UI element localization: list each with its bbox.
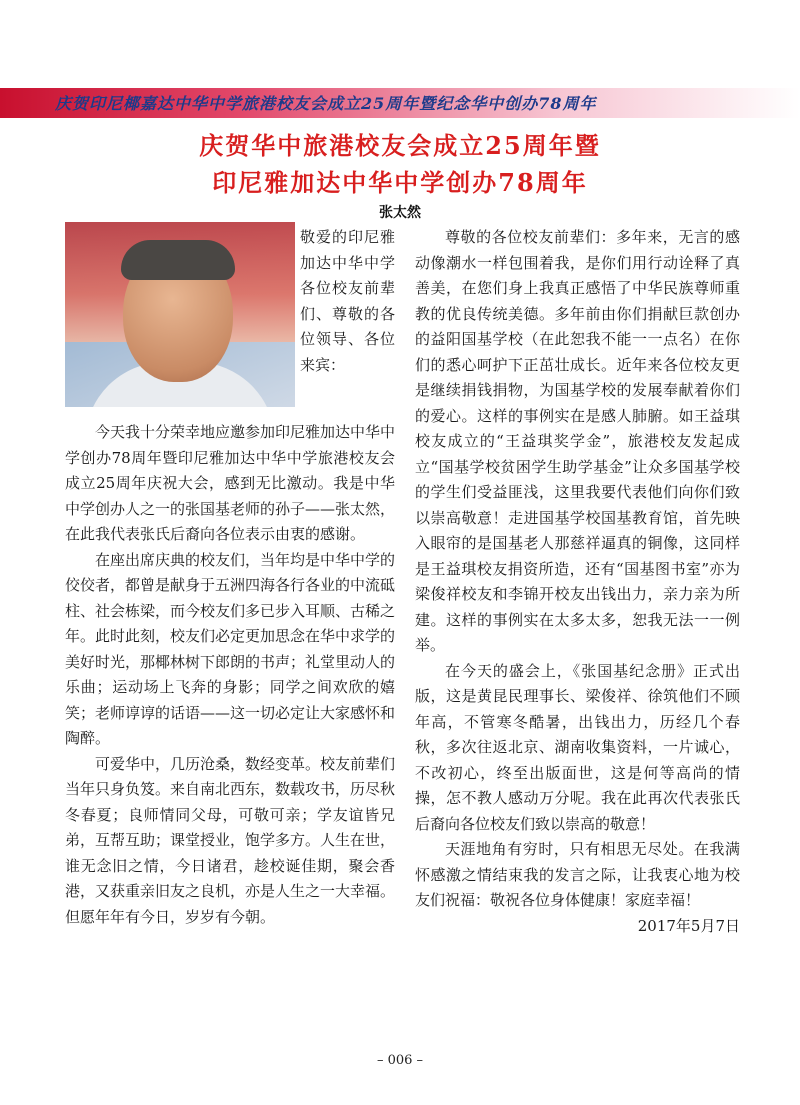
article-author: 张太然 (379, 205, 421, 221)
left-paragraph: 今天我十分荣幸地应邀参加印尼雅加达中华中学创办78周年暨印尼雅加达中华中学旅港校友会成立25周年庆祝大会，感到无比激动。我是中华中学创办人之一的张国基老师的孙子——张太然，在此我代表张氏后裔向各位表示由衷的感谢。 (65, 423, 396, 543)
left-paragraph: 可爱华中，几历沧桑，数经变革。校友前辈们当年只身负笈。来自南北西东，数载攻书，历尽秋冬春夏；良师情同父母，可敬可亲；学友谊皆兄弟，互帮互助；课堂授业，饱学多方。人生在世，谁无念旧之情，今日诸君，趁校诞佳期，聚会香港，又获重亲旧友之良机，亦是人生之一大幸福。但愿年年有今日，岁岁有今朝。 (65, 754, 396, 926)
page-number: – 006 – (376, 1053, 424, 1068)
header-band-text: 庆贺印尼椰嘉达中华中学旅港校友会成立25周年暨纪念华中创办78周年 (55, 94, 597, 113)
left-paragraph: 在座出席庆典的校友们，当年均是中华中学的佼佼者，都曾是献身于五洲四海各行各业的中流砥柱、社会栋梁，而今校友们多已步入耳顺、古稀之年。此时此刻，校友们必定更加思念在华中求学的美好时光，那椰林树下郎朗的书声；礼堂里动人的乐曲；运动场上飞奔的身影；同学之间欢欣的嬉笑；老师谆谆的话语——这一切必定让大家感怀和陶醉。 (65, 550, 396, 747)
photo-hair (121, 240, 235, 280)
right-paragraph: 尊敬的各位校友前辈们：多年来，无言的感动像潮水一样包围着我，是你们用行动诠释了真善美，在您们身上我真正感悟了中华民族尊师重教的优良传统美德。多年前由你们捐献巨款创办的益阳国基学校（在此恕我不能一一点名）在你们的悉心呵护下正茁壮成长。近年来各位校友更是继续捐钱捐物，为国基学校的发展奉献着你们的爱心。这样的事例实在是感人肺腑。如王益琪校友成立的“王益琪奖学金”，旅港校友发起成立“国基学校贫困学生助学基金”让众多国基学校的学生们受益匪浅，这里我要代表他们向你们致以崇高敬意！走进国基学校国基教育馆，首先映入眼帘的是国基老人那慈祥逼真的铜像，这同样是王益琪校友捐资所造，还有“国基图书室”亦为梁俊祥校友和李锦开校友出钱出力，亲力亲为所建。这样的事例实在太多太多，恕我无法一一例举。 (415, 228, 740, 654)
article-title-line1: 庆贺华中旅港校友会成立25周年暨 (199, 131, 601, 160)
greeting-column (300, 225, 395, 378)
greeting-text: 敬爱的印尼雅加达中华中学各位校友前辈们、尊敬的各位领导、各位来宾： (300, 228, 395, 374)
right-column (415, 225, 740, 939)
right-paragraph: 天涯地角有穷时，只有相思无尽处。在我满怀感激之情结束我的发言之际，让我衷心地为校友们祝福：敬祝各位身体健康！家庭幸福！ (415, 840, 740, 909)
article-date: 2017年5月7日 (637, 916, 740, 935)
portrait-photo (65, 222, 295, 407)
left-column (65, 420, 395, 930)
article-title-line2: 印尼雅加达中华中学创办78周年 (212, 168, 588, 197)
right-paragraph: 在今天的盛会上，《张国基纪念册》正式出版，这是黄昆民理事长、梁俊祥、徐筑他们不顾年高，不管寒冬酷暑，出钱出力，历经几个春秋，多次往返北京、湖南收集资料，一片诚心，不改初心，终至出版面世，这是何等高尚的情操，怎不教人感动万分呢。我在此再次代表张氏后裔向各位校友们致以崇高的敬意！ (415, 661, 740, 833)
